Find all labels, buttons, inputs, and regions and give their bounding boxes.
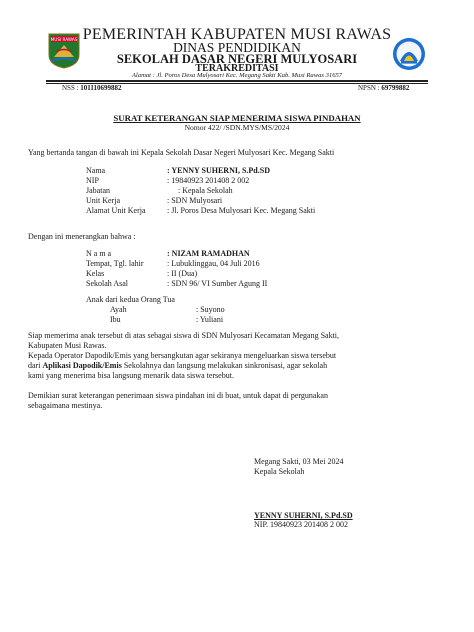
student-name-label: N a m a	[86, 249, 112, 258]
place-date: Megang Sakti, 03 Mei 2024	[254, 457, 344, 466]
paragraph-accept-line1: Siap memerima anak tersebut di atas sebagai siswa di SDN Mulyosari Kecamatan Megang Sakti,	[28, 331, 340, 340]
student-birth-label: Tempat, Tgl. lahir	[86, 259, 144, 268]
kop-line-department: DINAS PENDIDIKAN	[173, 40, 301, 55]
paragraph-operator-line1: Kepada Operator Dapodik/Emis yang bersangkutan agar sekiranya mengeluarkan siswa tersebut	[28, 351, 337, 360]
nss	[62, 84, 122, 92]
header-rule-thick	[46, 80, 428, 82]
paragraph-operator-line2-end: Sekolahnya dan langsung melakukan sinkronisasi, agar sekolah	[121, 361, 328, 370]
official-name-value: : YENNY SUHERNI, S.Pd.SD	[167, 166, 270, 175]
paragraph-operator-app-name: Aplikasi Dapodik/Emis	[42, 361, 122, 370]
parents-title: Anak dari kedua Orang Tua	[86, 295, 175, 304]
paragraph-accept-line2: Kabupaten Musi Rawas.	[28, 341, 107, 350]
mother-value: : Yuliani	[196, 315, 224, 324]
student-class-label: Kelas	[86, 269, 105, 278]
student-birth-value: : Lubuklinggau, 04 Juli 2016	[167, 259, 260, 268]
official-unit-value: : SDN Mulyosari	[167, 196, 223, 205]
nss-value: 101110699882	[80, 84, 122, 92]
official-address-label: Alamat Unit Kerja	[86, 206, 146, 215]
official-name-label: Nama	[86, 166, 106, 175]
official-nip-label: NIP	[86, 176, 99, 185]
logo-left-text: MUSI RAWAS	[50, 36, 78, 42]
kop-line-accreditation: TERAKREDITASI	[195, 63, 279, 74]
kop-address: Alamat : Jl. Poros Desa Mulyosari Kec. Megang Sakti Kab. Musi Rawas 31657	[131, 72, 343, 79]
nss-label: NSS :	[62, 84, 79, 92]
official-position-label: Jabatan	[86, 186, 110, 195]
signer-nip: NIP. 19840923 201408 2 002	[254, 520, 349, 529]
kop-line-school: SEKOLAH DASAR NEGERI MULYOSARI	[116, 52, 358, 66]
paragraph-operator-line2-start: dari	[28, 361, 43, 370]
official-position-value: : Kepala Sekolah	[178, 186, 233, 195]
paragraph-operator-line3: kami yang menerima bisa langsung menarik data siswa tersebut.	[28, 371, 234, 380]
paragraph-closing-line1: Demikian surat keterangan penerimaan siswa pindahan ini di buat, untuk dapat di pergunakan	[28, 391, 328, 400]
student-name-value: : NIZAM RAMADHAN	[167, 249, 250, 258]
paragraph-closing-line2: sebagaimana mestinya.	[28, 401, 103, 410]
npsn	[358, 84, 409, 92]
letter-title: SURAT KETERANGAN SIAP MENERIMA SISWA PINDAHAN	[113, 113, 361, 123]
kop-line-government: PEMERINTAH KABUPATEN MUSI RAWAS	[82, 26, 392, 43]
official-nip-value: : 19840923 201408 2 002	[167, 176, 250, 185]
official-address-value: : Jl. Poros Desa Mulyosari Kec. Megang Sakti	[167, 206, 316, 215]
paragraph-operator-line2	[28, 361, 327, 370]
letter-number: Nomor 422/ /SDN.MYS/MS/2024	[184, 123, 290, 132]
student-intro: Dengan ini menerangkan bahwa :	[28, 232, 136, 241]
father-value: : Suyono	[196, 305, 225, 314]
student-class-value: : II (Dua)	[167, 269, 198, 278]
opening-statement: Yang bertanda tangan di bawah ini Kepala Sekolah Dasar Negeri Mulyosari Kec. Megang Sakti	[28, 148, 335, 157]
student-origin-label: Sekolah Asal	[86, 279, 128, 288]
official-unit-label: Unit Kerja	[86, 196, 120, 205]
signer-role: Kepala Sekolah	[254, 467, 305, 476]
npsn-label: NPSN :	[358, 84, 380, 92]
signer-name: YENNY SUHERNI, S.Pd.SD	[254, 511, 353, 520]
father-label: Ayah	[110, 305, 127, 314]
npsn-value: 69799882	[381, 84, 410, 92]
mother-label: Ibu	[110, 315, 121, 324]
student-origin-value: : SDN 96/ VI Sumber Agung II	[167, 279, 268, 288]
